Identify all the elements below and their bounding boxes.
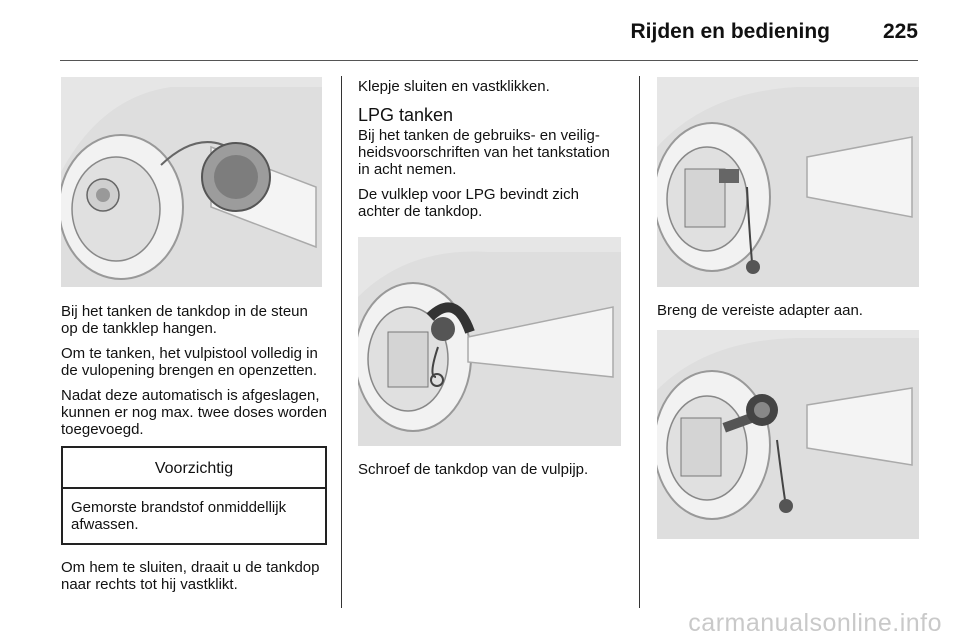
caution-box — [61, 446, 327, 545]
paragraph: Nadat deze automatisch is afgeslagen, kunnen er nog max. twee doses worden toegevoegd. — [61, 387, 327, 438]
column-1 — [61, 303, 327, 601]
section-heading: LPG tanken — [358, 105, 454, 125]
paragraph: Bij het tanken de gebruiks- en veiligheidsvoorschriften van het tankstation in acht nemen. — [358, 127, 610, 178]
paragraph: Bij het tanken de tankdop in de steun op de tankklep hangen. — [61, 303, 308, 337]
page-header — [0, 14, 960, 64]
column-2 — [358, 78, 624, 228]
caution-text: Gemorste brandstof onmiddellijk afwassen. — [71, 499, 287, 533]
unscrew-cap-illustration — [358, 237, 621, 446]
adapter-illustration — [657, 330, 919, 539]
column-3 — [657, 302, 927, 327]
lpg-valve-illustration — [657, 77, 919, 287]
paragraph: Klepje sluiten en vastklikken. — [358, 78, 550, 95]
paragraph: De vulklep voor LPG bevindt zich achter de tankdop. — [358, 186, 579, 220]
figure-caption: Schroef de tankdop van de vulpijp. — [358, 461, 589, 478]
page-number: 225 — [882, 20, 918, 43]
paragraph: Om hem te sluiten, draait u de tankdop naar rechts tot hij vastklikt. — [61, 559, 320, 593]
figure-caption: Breng de vereiste adapter aan. — [657, 302, 863, 319]
chapter-title: Rijden en bediening — [630, 20, 830, 43]
column-2-caption — [358, 461, 624, 486]
fuel-cap-illustration — [61, 77, 322, 287]
column-divider — [639, 76, 640, 608]
caution-title: Voorzichtig — [63, 448, 325, 489]
column-divider — [341, 76, 342, 608]
paragraph: Om te tanken, het vulpistool volledig in de vulopening brengen en openzetten. — [61, 345, 318, 379]
watermark: carmanualsonline.info — [688, 609, 942, 637]
header-rule — [60, 60, 918, 61]
